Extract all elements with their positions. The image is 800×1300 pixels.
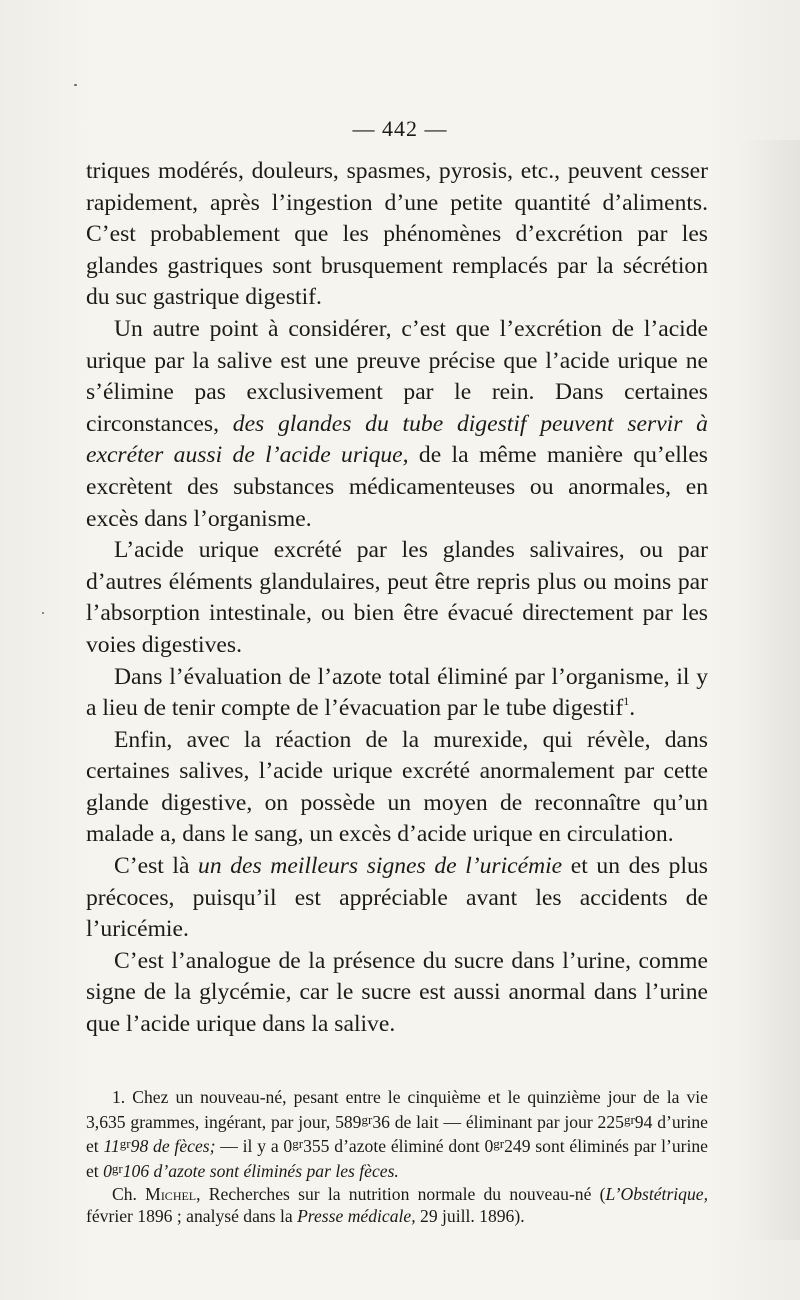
text-span: C’est l’analogue de la présence du sucre dans l’urine, comme signe de la glycémie, car le sucre est aussi anormal dans l’urine que l’acide urique dans la salive. <box>86 947 708 1038</box>
unit-gram: gr <box>623 1111 635 1127</box>
paragraph <box>86 314 708 535</box>
reference-note <box>86 1184 708 1227</box>
footnote-marker: 1 <box>623 694 630 709</box>
text-span: . <box>629 695 636 722</box>
footnote <box>86 1087 708 1182</box>
unit-gram: gr <box>119 1136 131 1152</box>
text-span: L’acide urique excrété par les glandes salivaires, ou par d’autres éléments glandulaires, peut être repris plus ou moins par l’absorption intestinale, ou bien être évacué directement par les voies digestives. <box>86 537 708 658</box>
italic-span: 11 <box>103 1136 120 1157</box>
paragraph <box>86 662 708 725</box>
paper-speck <box>74 84 77 86</box>
text-span: 355 d’azote éliminé dont 0 <box>303 1136 494 1157</box>
text-span: 29 juill. 1896). <box>415 1205 525 1226</box>
paper-speck <box>42 612 44 614</box>
italic-span: 106 d’azote sont éliminés par les fèces. <box>122 1160 399 1181</box>
text-span: — il y a 0 <box>215 1136 293 1157</box>
text-span: et un des plus précoces, puisqu’il est appréciable avant les accidents de l’uricémie. <box>86 853 708 943</box>
footnotes <box>86 1087 708 1228</box>
text-span: 1. Chez un nouveau-né, pesant entre le cinquième et le quinzième jour de la vie 3,635 grammes, ingérant, par jour, 589 <box>86 1087 708 1132</box>
unit-gram: gr <box>493 1136 505 1152</box>
text-span: Ch. <box>112 1184 146 1205</box>
italic-span: L’Obstétrique, <box>605 1184 708 1205</box>
text-span: Dans l’évaluation de l’azote total éliminé par l’organisme, il y a lieu de tenir compte de l’évacuation par le tube digestif <box>86 663 708 722</box>
paragraph <box>86 725 708 851</box>
italic-span: des glandes du tube digestif peuvent servir à excréter aussi de l’acide urique, <box>86 410 708 469</box>
text-span: 36 de lait — éliminant par jour 225 <box>372 1111 624 1132</box>
page-number: — 442 — <box>352 116 448 141</box>
show-through-shadow <box>740 140 800 1240</box>
italic-span: Presse médicale, <box>297 1205 416 1226</box>
text-span: février 1896 ; analysé dans la <box>86 1205 298 1226</box>
unit-gram: gr <box>292 1136 304 1152</box>
italic-span: un des meilleurs signes de l’uricémie <box>198 853 563 880</box>
text-span: triques modérés, douleurs, spasmes, pyrosis, etc., peuvent cesser rapidement, après l’ingestion d’une petite quantité d’aliments. C’est probablement que les phénomènes d’excrétion par les glandes gastriques sont brusquement remplacés par la sécrétion du suc gastrique digestif. <box>86 158 708 311</box>
unit-gram: gr <box>361 1111 373 1127</box>
main-text <box>86 156 708 1041</box>
paragraph <box>86 535 708 661</box>
text-span: de la même manière qu’elles excrètent des substances médicamenteuses ou anormales, en excès dans l’organisme. <box>86 442 708 532</box>
italic-span: 0 <box>103 1160 112 1181</box>
text-span: 94 d’urine et <box>86 1111 708 1157</box>
text-span: C’est là <box>114 853 199 880</box>
paragraph <box>86 156 708 314</box>
paragraph <box>86 851 708 946</box>
author-name: Michel <box>145 1184 197 1205</box>
italic-span: 98 de fèces; <box>130 1136 216 1157</box>
unit-gram: gr <box>111 1160 123 1176</box>
text-span: 249 sont éliminés par l’urine et <box>86 1136 708 1181</box>
text-span: , Recherches sur la nutrition normale du nouveau-né ( <box>196 1184 606 1205</box>
paragraph <box>86 946 708 1041</box>
text-span: Un autre point à considérer, c’est que l’excrétion de l’acide urique par la salive est une preuve précise que l’acide urique ne s’élimine pas exclusivement par le rein. Dans certaines circonstances, <box>86 315 708 437</box>
text-span: Enfin, avec la réaction de la murexide, qui révèle, dans certaines salives, l’acide urique excrété anormalement par cette glande digestive, on possède un moyen de reconnaître qu’un malade a, dans le sang, un excès d’acide urique en circulation. <box>86 726 708 848</box>
